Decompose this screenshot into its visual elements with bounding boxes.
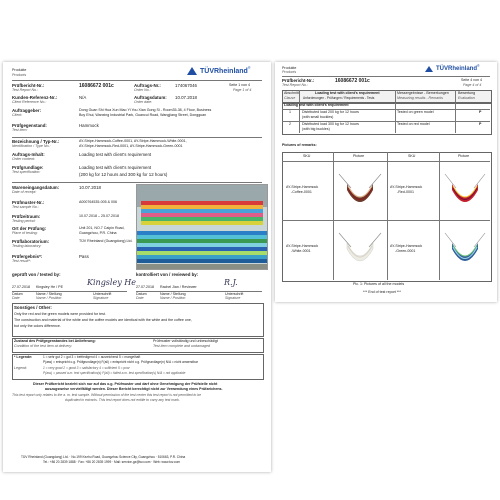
place-line-1: Unit 201, NO.7 Caipin Road, [79, 226, 125, 230]
test-period-label: Prüfzeitraum: [12, 214, 41, 219]
grid-rule [439, 152, 440, 280]
page-info: Seite 1 von 4 [229, 83, 250, 87]
hammock-cord [474, 174, 485, 188]
grid-rule [282, 161, 490, 162]
type-label-en: Identification / Type No.: [12, 144, 51, 148]
col-eval-en: Evaluation [458, 96, 475, 100]
client-ref-label: Kunden-Referenz-Nr.: [12, 95, 58, 100]
order-no-label: Auftrags-Nr.: [134, 83, 161, 88]
tuv-triangle-icon [425, 66, 433, 72]
place-line-2: Guangzhou, P.R. China [79, 231, 117, 235]
lab-name: TÜV Rheinland (Guangdong) Ltd. [79, 239, 133, 243]
divider [12, 182, 262, 183]
test-basis-label: Prüfgrundlage: [12, 165, 44, 170]
report-no-label: Prüfbericht-Nr.: [282, 78, 315, 83]
legend-row-3: 1 = very good 2 = good 3 = satisfactory 4 = sufficient 5 = poor [43, 366, 130, 370]
hammock-lower-fabric [137, 231, 267, 263]
company-contact: Tel.: +86 20 2839 1888 · Fax: +86 20 2839 1999 · Mail: service-gz@tuv.com · Web: www.tuv.com [43, 460, 180, 464]
sku-red-1: AY-Stripe-Hammock [390, 185, 423, 189]
reviewed-name: Rachel Jian / Reviewer [160, 285, 197, 289]
picture-caption: Pic. 1: Pictures of all the models [353, 282, 405, 286]
row-2-no: 2 [289, 122, 291, 126]
hammock-cord [339, 174, 351, 188]
page-info-en: Page 4 of 4 [463, 83, 482, 87]
other-line-1: Only the red and the green models were provided for test. [14, 312, 106, 316]
test-period-label-en: Testing period: [12, 219, 36, 223]
sample-label: Prüfmuster-Nr.: [12, 200, 45, 205]
sku-white-1: AY-Stripe-Hammock [286, 244, 319, 248]
sku-white-2: -White-0001 [291, 249, 311, 253]
name-col: Name / Stellung [36, 292, 62, 296]
place-label: Ort der Prüfung: [12, 226, 47, 231]
name-col-en: Name / Position [36, 296, 62, 300]
tuv-brand: TÜVRheinland [436, 66, 478, 72]
date-col-en: Date [12, 296, 20, 300]
red-hammock-picture [443, 166, 487, 216]
receipt-date: 10.07.2018 [79, 185, 101, 190]
legend-row-1: 1 = sehr gut 2 = gut 3 = befriedigend 4 = ausreichend 5 = mangelhaft [43, 355, 141, 359]
page-info: Seite 4 von 4 [461, 78, 482, 82]
client-label: Auftraggeber: [12, 108, 42, 113]
hammock-cord [339, 233, 351, 247]
type-label: Bezeichnung / Typ-Nr.: [12, 139, 60, 144]
condition-de: Prüfmuster vollständig und unbeschädigt [153, 339, 218, 343]
result-value: Pass [79, 254, 89, 259]
hammock-sample-photo [136, 184, 268, 270]
picture-header: Picture [353, 154, 365, 158]
page-info-en: Page 1 of 4 [233, 88, 252, 92]
report-no-label-en: Test Report No.: [12, 88, 39, 92]
end-of-report: *** End of test report *** [363, 290, 401, 294]
date-col: Datum [136, 292, 147, 296]
test-item-label: Prüfgegenstand: [12, 123, 47, 128]
result-label-en: Test result*: [12, 259, 31, 263]
tuv-logo [187, 67, 251, 75]
date-col: Datum [12, 292, 23, 296]
products-label-en: Products [12, 73, 27, 77]
condition-label-en: Condition of the test item at delivery: [14, 344, 73, 348]
col-req-sub: Anforderungen - Prüfungen / Requirements - Tests [303, 96, 375, 100]
green-hammock-picture [443, 225, 487, 275]
sample-no: A000764535-005 & 006 [79, 200, 117, 204]
legend-row-2: P(ass) = entspricht o.g. Prüfgrundlage(n) F(ail) = entspricht nicht o.g. Prüfgrundlage(n) N/A = nicht anwendbar [43, 360, 198, 364]
date-col-en: Date [136, 296, 144, 300]
sku-green-2: -Green-0001 [395, 249, 416, 253]
hammock-cord [445, 174, 456, 188]
white-hammock-picture [337, 225, 383, 275]
grid-rule [282, 220, 490, 221]
products-label: Produkte [282, 66, 297, 70]
test-basis-label-en: Test specification: [12, 170, 41, 174]
tested-name: Kingsley He / PE [36, 285, 63, 289]
sig-col-en: Signature [93, 296, 109, 300]
test-item-label-en: Test item: [12, 128, 28, 132]
products-label-en: Products [282, 70, 297, 74]
tuv-logo [425, 66, 480, 72]
pictures-label: Pictures of remarks: [282, 143, 317, 147]
coffee-hammock-picture [337, 166, 383, 216]
hammock-cord [369, 174, 381, 188]
sample-label-en: Test sample No.: [12, 205, 39, 209]
grid-rule [387, 152, 388, 280]
lab-label-en: Testing laboratory: [12, 244, 42, 248]
client-ref-label-en: Client Reference No.: [12, 100, 47, 104]
order-content-label-en: Order content: [12, 157, 35, 161]
result-label: Prüfergebnis*: [12, 254, 43, 259]
divider [12, 137, 262, 138]
condition-label: Zustand des Prüfgegenstandes bei Anlieferung: [14, 339, 96, 343]
row-2-result: Tested on red model [397, 122, 430, 126]
report-no: 16086672 001c [335, 78, 370, 84]
footer-en-1: This test report only relates to the a. m. test sample. Without permission of the test center this test report is not permitted to be [12, 393, 201, 397]
col-clause-en: Clause [284, 96, 296, 100]
col-measure-en: Measuring results - Remarks [397, 96, 443, 100]
test-report-page-1 [3, 62, 271, 472]
reviewed-by-label: kontrolliert von / reviewed by: [136, 272, 199, 277]
col-measure: Messergebnisse - Bemerkungen [397, 91, 449, 95]
condition-en: Test item complete and undamaged [153, 344, 211, 348]
row-2-eval: P [479, 122, 482, 126]
brand-reg: ® [477, 64, 480, 69]
legend-row-4: P(ass) = passed a.m. test specification(s) F(ail) = failed a.m. test specification(s) N/A = not applicable [43, 371, 186, 375]
divider [12, 80, 262, 81]
type-line-2: AY-Stripe-Hammock-Red-0001, AY-Stripe-Hammock-Green-0001 [79, 144, 183, 148]
tuv-triangle-icon [187, 67, 197, 75]
test-basis-1: Loading test with client's requirement [79, 165, 152, 170]
row-2-req-2: (with big buckles) [302, 127, 330, 131]
hammock-upper-fabric [141, 201, 263, 225]
section-label: Loading test with client's requirement [284, 103, 349, 107]
hammock-cord [474, 233, 485, 247]
picture-header: Picture [458, 154, 470, 158]
client-label-en: Client: [12, 113, 23, 117]
test-basis-2: (200 kg for 12 hours and 300 kg for 12 hours) [79, 172, 168, 177]
company-address: TÜV Rheinland (Guangdong) Ltd. · No.199 Kezhu Road, Guangzhou Science City, Guangzhou · 510663, P.R. China [21, 455, 186, 459]
report-no-label: Prüfbericht-Nr.: [12, 83, 45, 88]
hammock-fabric [347, 243, 373, 261]
hammock-cord [369, 233, 381, 247]
products-label: Produkte [12, 68, 27, 72]
tested-by-label: geprüft von / tested by: [12, 272, 61, 277]
test-item: Hammock [79, 123, 99, 128]
grid-rule [333, 152, 334, 280]
order-date: 10.07.2018 [175, 95, 197, 100]
report-no-label-en: Test Report No.: [282, 83, 309, 87]
report-no: 16086672 001c [79, 83, 114, 89]
col-clause: Abschnitt [284, 91, 299, 95]
row-1-req-1: Distributed load 200 kg for 12 hours [302, 110, 359, 114]
sig-col-en: Signature [225, 296, 241, 300]
client-ref: N/A [79, 95, 87, 100]
sig-col: Unterschrift [93, 292, 112, 296]
order-date-label-en: Order date: [134, 100, 153, 104]
lab-label: Prüflaboratorium: [12, 239, 50, 244]
sku-red-2: -Red-0001 [397, 190, 414, 194]
col-req: Loading test with client's requirement [315, 91, 380, 95]
row-1-no: 1 [289, 110, 291, 114]
footer-de-2: auszugsweise vervielfältigt werden. Dieser Bericht berechtigt nicht zur Verwendung eines Prüfzeichens. [45, 387, 223, 391]
order-content-label: Auftrags-Inhalt: [12, 152, 45, 157]
other-label: Sonstiges / Other: [14, 305, 52, 310]
sku-green-1: AY-Stripe-Hammock [390, 244, 423, 248]
signature-line [136, 291, 262, 292]
receipt-label-en: Date of receipt: [12, 190, 37, 194]
other-line-3: but only the colors difference. [14, 324, 61, 328]
other-line-2: The construction and material of the white and the coffee models are identical with the white and the coffee one, [14, 318, 192, 322]
type-line-1: AY-Stripe-Hammock-Coffee-0001, AY-Stripe-Hammock-White-0001, [79, 139, 187, 143]
tuv-brand: TÜVRheinland [200, 67, 248, 75]
place-label-en: Place of testing: [12, 231, 38, 235]
row-1-eval: P [479, 110, 482, 114]
order-date-label: Auftragsdatum: [134, 95, 167, 100]
row-1-result: Tested on green model [397, 110, 434, 114]
divider [282, 76, 490, 77]
footer-en-2: duplicated in extracts. This test report does not entitle to carry any test mark. [65, 398, 180, 402]
order-no: 174067046 [175, 83, 197, 88]
name-col-en: Name / Position [160, 296, 186, 300]
test-period: 10.07.2018 – 25.07.2018 [79, 214, 119, 218]
client-address-2: Boy Ehui, Wanxing Industrial Park, Guancui Road, Wangjiang Street, Dongguan [79, 113, 207, 117]
sku-coffee-2: -Coffee-0001 [291, 190, 312, 194]
row-2-req-1: Distributed load 300 kg for 12 hours [302, 122, 359, 126]
tested-date: 27.07.2018 [12, 285, 30, 289]
row-1-req-2: (with small buckles) [302, 115, 334, 119]
hammock-cord [445, 233, 456, 247]
receipt-label: Wareneingangsdatum: [12, 185, 60, 190]
reviewed-date: 27.07.2018 [136, 285, 154, 289]
legend-label-en: Legend: [14, 366, 27, 370]
sig-col: Unterschrift [225, 292, 244, 296]
footer-de-1: Dieser Prüfbericht bezieht sich nur auf das o.g. Prüfmuster und darf ohne Genehmigung der Prüfstelle nicht [33, 382, 218, 386]
name-col: Name / Stellung [160, 292, 186, 296]
test-report-page-4 [275, 62, 497, 302]
sku-header: SKU [408, 154, 416, 158]
order-no-label-en: Order No.: [134, 88, 151, 92]
client-address-1: Dong Guan Shi Hua Xun Mao Yi You Xian Gong Si - Room35-38, 4 Floor, Business [79, 108, 212, 112]
sku-coffee-1: AY-Stripe-Hammock [286, 185, 319, 189]
reviewed-signature: R.J. [224, 278, 238, 287]
legend-label: * Legende: [14, 355, 33, 359]
tested-signature: Kingsley He [87, 278, 136, 287]
order-content: Loading test with client's requirement [79, 152, 152, 157]
sku-header: SKU [303, 154, 311, 158]
brand-reg: ® [247, 66, 251, 71]
col-eval: Bewertung [458, 91, 476, 95]
